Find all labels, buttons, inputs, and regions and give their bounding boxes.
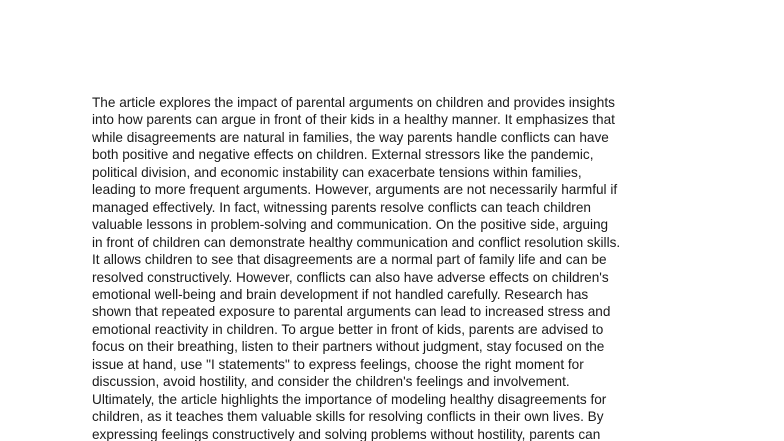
article-line-16: issue at hand, use "I statements" to express feelings, choose the right moment for xyxy=(92,356,584,372)
article-line-12: emotional well-being and brain development if not handled carefully. Research has xyxy=(92,286,589,302)
article-line-7: managed effectively. In fact, witnessing parents resolve conflicts can teach children xyxy=(92,199,591,215)
article-line-13: shown that repeated exposure to parental arguments can lead to increased stress and xyxy=(92,304,611,320)
article-line-5: political division, and economic instability can exacerbate tensions within families, xyxy=(92,164,582,180)
article-line-8: valuable lessons in problem-solving and communication. On the positive side, arguing xyxy=(92,217,609,233)
article-line-3: while disagreements are natural in families, the way parents handle conflicts can have xyxy=(92,129,609,145)
article-body xyxy=(92,94,692,441)
article-line-17: discussion, avoid hostility, and consider the children's feelings and involvement. xyxy=(92,374,570,390)
article-line-14: emotional reactivity in children. To argue better in front of kids, parents are advised to xyxy=(92,321,604,337)
article-line-19: children, as it teaches them valuable skills for resolving conflicts in their own lives. By xyxy=(92,409,604,425)
article-line-18: Ultimately, the article highlights the importance of modeling healthy disagreements for xyxy=(92,391,607,407)
article-line-2: into how parents can argue in front of their kids in a healthy manner. It emphasizes that xyxy=(92,112,615,128)
article-line-4: both positive and negative effects on children. External stressors like the pandemic, xyxy=(92,147,594,163)
article-line-11: resolved constructively. However, conflicts can also have adverse effects on children's xyxy=(92,269,609,285)
article-line-15: focus on their breathing, listen to their partners without judgment, stay focused on the xyxy=(92,339,605,355)
article-line-9: in front of children can demonstrate healthy communication and conflict resolution skills. xyxy=(92,234,621,250)
article-line-10: It allows children to see that disagreements are a normal part of family life and can be xyxy=(92,252,607,268)
article-line-20: expressing feelings constructively and solving problems without hostility, parents can xyxy=(92,426,601,441)
article-line-1: The article explores the impact of parental arguments on children and provides insights xyxy=(92,95,615,110)
article-line-6: leading to more frequent arguments. However, arguments are not necessarily harmful if xyxy=(92,182,618,198)
